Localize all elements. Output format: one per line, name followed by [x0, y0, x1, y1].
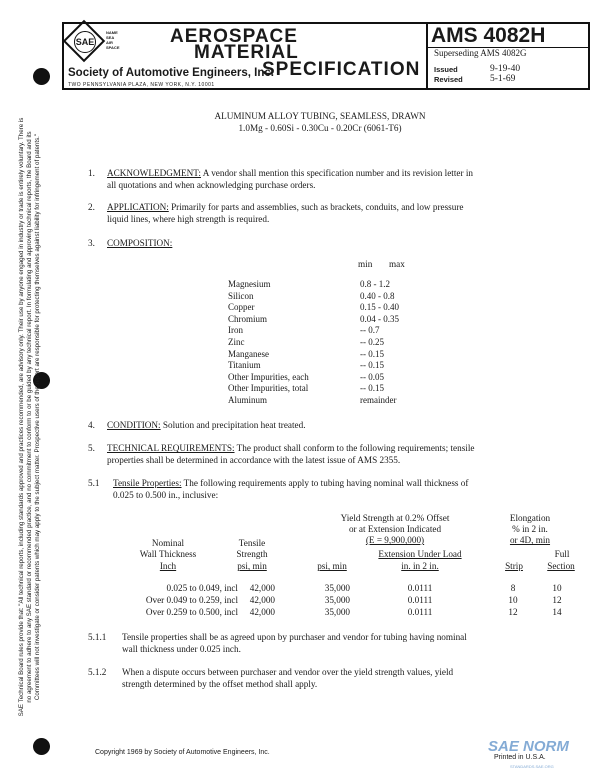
comp-value: remainder [360, 395, 397, 405]
cell-yield: 35,000 [324, 583, 350, 593]
comp-value: 0.40 - 0.8 [360, 290, 395, 301]
section-1-number: 1. [88, 168, 95, 178]
th-ys-psi: psi, min [317, 561, 347, 571]
section-2-number: 2. [88, 202, 95, 212]
comp-element: Silicon [228, 290, 254, 301]
copyright: Copyright 1969 by Society of Automotive Engineers, Inc. [95, 749, 270, 756]
cell-wall: 0.025 to 0.049, incl [166, 583, 238, 593]
cell-yield: 35,000 [324, 607, 350, 617]
comp-value: -- 0.25 [360, 337, 384, 347]
title-aerospace: AEROSPACE [170, 26, 298, 47]
watermark: SAE NORM [488, 738, 569, 755]
th-ts-1: Tensile [238, 538, 266, 548]
th-ts-2: Strength [236, 549, 268, 559]
section-5-1-2-number: 5.1.2 [88, 667, 107, 677]
th-full-2: Section [547, 561, 575, 571]
title-specification: SPECIFICATION [262, 59, 421, 80]
th-yield-1: Yield Strength at 0.2% Offset [340, 513, 450, 523]
comp-element: Magnesium [228, 279, 271, 289]
binder-hole-bottom [33, 738, 50, 755]
section-3-number: 3. [88, 238, 95, 248]
section-3-heading: COMPOSITION: [107, 238, 173, 248]
th-yield-3: (E = 9,900,000) [365, 535, 425, 545]
th-wall-3: Inch [159, 561, 177, 571]
sae-logo-icon: SAE [74, 31, 96, 53]
section-5-heading: TECHNICAL REQUIREMENTS: [107, 443, 235, 453]
cell-strip: 8 [510, 583, 516, 593]
revised-date: 5-1-69 [490, 74, 516, 84]
section-5-1-1-number: 5.1.1 [88, 632, 107, 642]
cell-full-section: 12 [552, 595, 562, 605]
section-4-number: 4. [88, 420, 95, 430]
cell-strip: 10 [508, 595, 518, 605]
th-yield-2: or at Extension Indicated [348, 524, 442, 534]
issued-label: Issued [434, 65, 458, 74]
sae-logo-text: NAME SEA AIR SPACE [106, 30, 120, 50]
section-5-1-heading: Tensile Properties: [113, 478, 182, 488]
comp-element: Copper [228, 302, 255, 313]
comp-element: Other Impurities, each [228, 371, 309, 382]
cell-extension: 0.0111 [407, 583, 433, 593]
issued-date: 9-19-40 [490, 64, 521, 74]
cell-extension: 0.0111 [407, 595, 433, 605]
cell-wall: Over 0.259 to 0.500, incl [145, 607, 238, 617]
comp-value: 0.04 - 0.35 [360, 313, 399, 324]
cell-extension: 0.0111 [407, 607, 433, 617]
comp-element: Titanium [228, 360, 261, 371]
comp-value: -- 0.05 [360, 371, 384, 382]
th-full-1: Full [554, 549, 570, 559]
doc-subtitle: 1.0Mg - 0.60Si - 0.30Cu - 0.20Cr (6061-T6) [238, 123, 402, 133]
th-wall-2: Wall Thickness [139, 549, 197, 559]
cell-tensile: 42,000 [249, 583, 275, 593]
section-5-1-1-text-2: wall thickness under 0.025 inch. [122, 644, 241, 654]
section-2-text: liquid lines, where high strength is required. [107, 214, 270, 224]
section-5-1-2-text-2: strength determined by the offset method shall apply. [122, 679, 318, 689]
printed-in: Printed in U.S.A. [494, 754, 546, 761]
th-elong-2: % in 2 in. [512, 524, 548, 534]
th-elong-1: Elongation [509, 513, 551, 523]
comp-value: -- 0.15 [360, 348, 384, 359]
comp-value: -- 0.15 [360, 383, 384, 394]
section-2-heading: APPLICATION: [107, 202, 169, 212]
section-5-1-text: 0.025 to 0.500 in., inclusive: [113, 490, 219, 500]
comp-element: Zinc [228, 337, 245, 347]
section-5-1-2-text-1: When a dispute occurs between purchaser and vendor over the yield strength values, yield [122, 667, 454, 677]
section-5: TECHNICAL REQUIREMENTS: The product shall conform to the following requirements; tensile [107, 443, 475, 453]
comp-value: 0.8 - 1.2 [360, 279, 390, 289]
th-elong-3: or 4D, min [509, 535, 551, 545]
cell-yield: 35,000 [324, 595, 350, 605]
watermark-sub: STANDARDS.SAE.ORG [510, 764, 554, 769]
cell-tensile: 42,000 [249, 595, 275, 605]
revised-label: Revised [434, 75, 463, 84]
comp-value: 0.15 - 0.40 [360, 302, 399, 313]
cell-full-section: 10 [552, 583, 562, 593]
comp-value: -- 0.7 [360, 325, 380, 336]
spec-number: AMS 4082H [431, 24, 546, 47]
doc-title: ALUMINUM ALLOY TUBING, SEAMLESS, DRAWN [214, 111, 426, 121]
comp-element: Chromium [228, 313, 268, 324]
comp-element: Iron [228, 325, 243, 336]
cell-strip: 12 [508, 607, 518, 617]
th-strip: Strip [505, 561, 523, 571]
section-5-1-number: 5.1 [88, 478, 100, 488]
comp-element: Aluminum [228, 395, 268, 405]
society-name: Society of Automotive Engineers, Inc. [68, 67, 274, 79]
comp-col-max: max [389, 259, 405, 269]
binder-hole-top [33, 68, 50, 85]
comp-value: -- 0.15 [360, 360, 384, 371]
cell-full-section: 14 [552, 607, 562, 617]
section-1: ACKNOWLEDGMENT: A vendor shall mention this specification number and its revision letter in [107, 168, 473, 178]
section-4-heading: CONDITION: [107, 420, 161, 430]
section-2: APPLICATION: Primarily for parts and assemblies, such as brackets, conduits, and low pressure [107, 202, 464, 212]
comp-col-min: min [358, 259, 373, 269]
header-divider [426, 22, 428, 90]
title-material: MATERIAL [194, 42, 299, 63]
comp-element: Manganese [228, 348, 269, 359]
th-ts-3: psi, min [237, 561, 267, 571]
section-5-1: Tensile Properties: The following requirements apply to tubing having nominal wall thickness of [113, 478, 469, 488]
cell-tensile: 42,000 [249, 607, 275, 617]
comp-element: Other Impurities, total [228, 383, 309, 394]
section-4: CONDITION: Solution and precipitation heat treated. [107, 420, 306, 430]
section-5-text: properties shall be determined in accordance with the latest issue of AMS 2355. [107, 455, 401, 465]
society-address: TWO PENNSYLVANIA PLAZA, NEW YORK, N.Y. 10001 [68, 82, 215, 88]
section-1-text: all quotations and when acknowledging purchase orders. [107, 180, 316, 190]
cell-wall: Over 0.049 to 0.259, incl [145, 595, 238, 605]
th-ext-2: in. in 2 in. [401, 561, 439, 571]
section-5-number: 5. [88, 443, 95, 453]
th-ext-1: Extension Under Load [378, 549, 462, 559]
section-5-1-1-text-1: Tensile properties shall be as agreed upon by purchaser and vendor for tubing having nominal [122, 632, 467, 642]
side-disclaimer: SAE Technical Board rules provide that: "All technical reports, including standards approved and practices recommended, are advisory only. Their use by anyone engaged in industry or trade is entirely voluntary. There is no agreement to adhere to any SAE standard or recommended practice, and no commitment to conform to or be guided by any technical report. In formulating and approving technical reports, the Board and its Committees will not investigate or consider patents which may apply to the subject matter. Prospective users of the report are responsible for protecting themselves against liability for infringement of patents." [18, 117, 41, 717]
superseding-text: Superseding AMS 4082G [434, 48, 527, 58]
th-wall-1: Nominal [151, 538, 185, 548]
section-1-heading: ACKNOWLEDGMENT: [107, 168, 201, 178]
